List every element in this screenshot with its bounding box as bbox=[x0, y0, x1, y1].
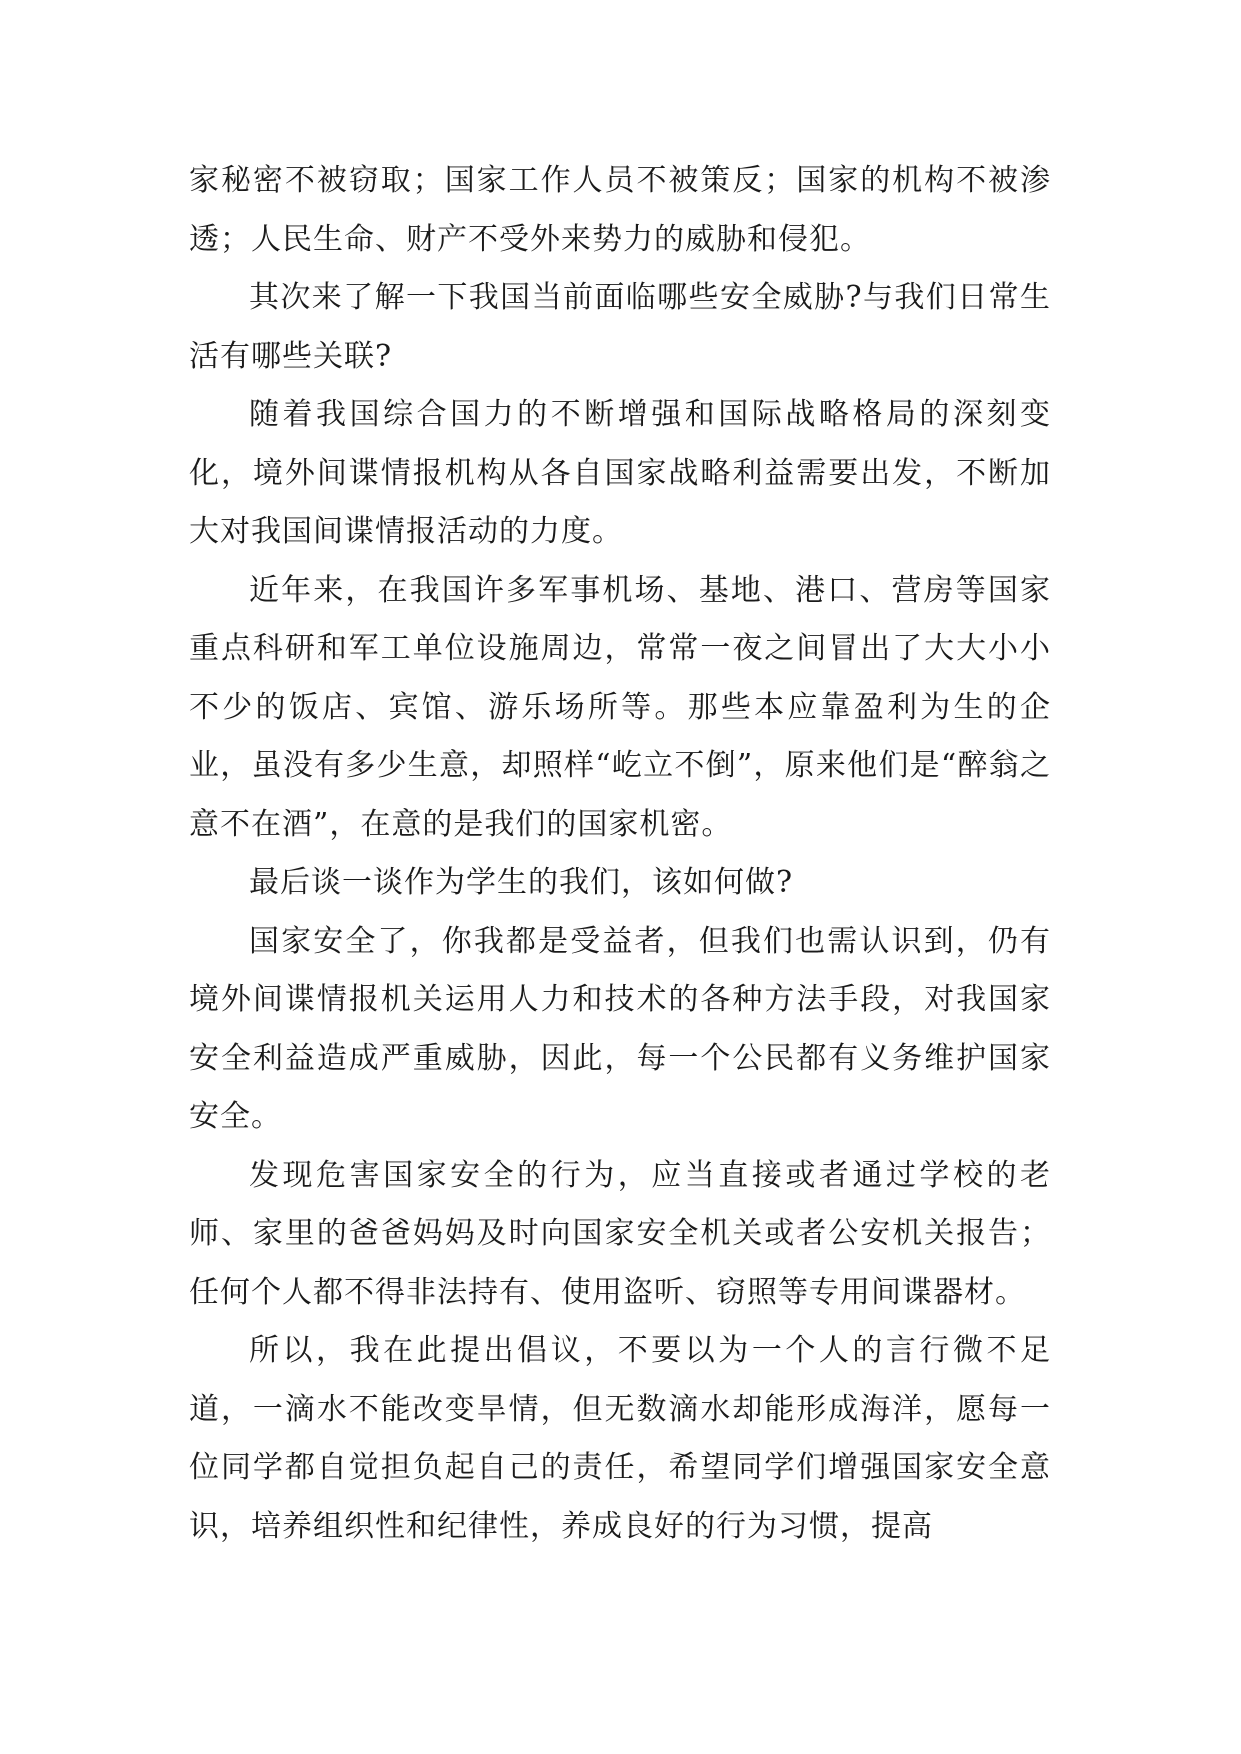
paragraph-4: 近年来，在我国许多军事机场、基地、港口、营房等国家重点科研和军工单位设施周边，常常一夜之间冒出了大大小小不少的饭店、宾馆、游乐场所等。那些本应靠盈利为生的企业，虽没有多少生意，却照样“屹立不倒”，原来他们是“醉翁之意不在酒”，在意的是我们的国家机密。 bbox=[189, 572, 1051, 842]
paragraph-8: 所以，我在此提出倡议，不要以为一个人的言行微不足道，一滴水不能改变旱情，但无数滴水却能形成海洋，愿每一位同学都自觉担负起自己的责任，希望同学们增强国家安全意识，培养组织性和纪律性，养成良好的行为习惯，提高 bbox=[189, 1333, 1051, 1544]
paragraph-1: 家秘密不被窃取；国家工作人员不被策反；国家的机构不被渗透；人民生命、财产不受外来势力的威胁和侵犯。 bbox=[189, 163, 1051, 257]
paragraph-7: 发现危害国家安全的行为，应当直接或者通过学校的老师、家里的爸爸妈妈及时向国家安全机关或者公安机关报告；任何个人都不得非法持有、使用盗听、窃照等专用间谍器材。 bbox=[189, 1157, 1051, 1310]
paragraph-3: 随着我国综合国力的不断增强和国际战略格局的深刻变化，境外间谍情报机构从各自国家战略利益需要出发，不断加大对我国间谍情报活动的力度。 bbox=[189, 397, 1051, 549]
document-body bbox=[189, 152, 1051, 1556]
paragraph-6: 国家安全了，你我都是受益者，但我们也需认识到，仍有境外间谍情报机关运用人力和技术的各种方法手段，对我国家安全利益造成严重威胁，因此，每一个公民都有义务维护国家安全。 bbox=[189, 923, 1051, 1134]
paragraph-5: 最后谈一谈作为学生的我们，该如何做? bbox=[249, 865, 794, 900]
paragraph-2: 其次来了解一下我国当前面临哪些安全威胁?与我们日常生活有哪些关联? bbox=[189, 280, 1051, 374]
